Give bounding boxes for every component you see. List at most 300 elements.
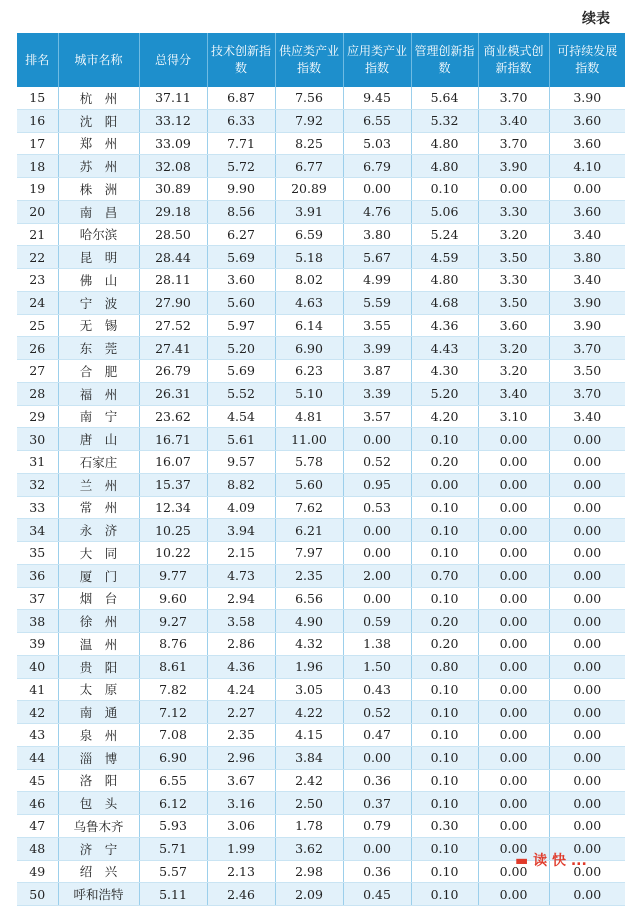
cell-business-model: 3.90 [478, 155, 549, 178]
cell-city: 徐 州 [58, 610, 139, 633]
cell-supply-industry: 7.56 [275, 87, 343, 109]
cell-sustainability: 3.40 [549, 223, 625, 246]
cell-total-score: 29.18 [139, 200, 207, 223]
cell-city: 太 原 [58, 678, 139, 701]
cell-application-industry: 0.00 [343, 428, 411, 451]
cell-business-model: 3.10 [478, 405, 549, 428]
cell-total-score: 28.44 [139, 246, 207, 269]
cell-rank: 43 [17, 724, 58, 747]
table-row [17, 883, 625, 906]
table-row [17, 542, 625, 565]
cell-sustainability: 3.90 [549, 314, 625, 337]
cell-management-innovation: 4.68 [411, 291, 478, 314]
cell-city: 南 昌 [58, 200, 139, 223]
cell-supply-industry: 7.92 [275, 109, 343, 132]
cell-city: 株 洲 [58, 178, 139, 201]
cell-tech-innovation: 1.99 [207, 837, 275, 860]
cell-business-model: 0.00 [478, 769, 549, 792]
cell-total-score: 37.11 [139, 87, 207, 109]
cell-rank: 32 [17, 473, 58, 496]
cell-management-innovation: 0.10 [411, 860, 478, 883]
cell-tech-innovation: 3.58 [207, 610, 275, 633]
cell-business-model: 0.00 [478, 883, 549, 906]
table-row [17, 451, 625, 474]
cell-supply-industry: 6.56 [275, 587, 343, 610]
cell-city: 洛 阳 [58, 769, 139, 792]
cell-rank: 35 [17, 542, 58, 565]
cell-rank: 36 [17, 564, 58, 587]
cell-application-industry: 0.45 [343, 883, 411, 906]
cell-tech-innovation: 2.46 [207, 883, 275, 906]
cell-city: 石家庄 [58, 451, 139, 474]
cell-city: 哈尔滨 [58, 223, 139, 246]
cell-total-score: 27.90 [139, 291, 207, 314]
table-row [17, 496, 625, 519]
cell-rank: 48 [17, 837, 58, 860]
cell-application-industry: 3.57 [343, 405, 411, 428]
cell-management-innovation: 0.30 [411, 815, 478, 838]
cell-application-industry: 0.00 [343, 587, 411, 610]
cell-supply-industry: 3.62 [275, 837, 343, 860]
cell-rank: 50 [17, 883, 58, 906]
cell-total-score: 5.71 [139, 837, 207, 860]
cell-management-innovation: 0.70 [411, 564, 478, 587]
cell-supply-industry: 4.15 [275, 724, 343, 747]
cell-application-industry: 0.43 [343, 678, 411, 701]
cell-rank: 47 [17, 815, 58, 838]
cell-business-model: 0.00 [478, 178, 549, 201]
table-row [17, 519, 625, 542]
table-row [17, 769, 625, 792]
cell-supply-industry: 2.50 [275, 792, 343, 815]
cell-rank: 37 [17, 587, 58, 610]
cell-sustainability: 0.00 [549, 792, 625, 815]
cell-total-score: 16.07 [139, 451, 207, 474]
cell-application-industry: 4.76 [343, 200, 411, 223]
cell-business-model: 3.50 [478, 246, 549, 269]
cell-sustainability: 3.60 [549, 132, 625, 155]
cell-application-industry: 3.99 [343, 337, 411, 360]
cell-business-model: 3.70 [478, 132, 549, 155]
cell-business-model: 0.00 [478, 542, 549, 565]
cell-city: 佛 山 [58, 269, 139, 292]
cell-sustainability: 0.00 [549, 473, 625, 496]
header-city: 城市名称 [58, 33, 139, 87]
header-application-industry: 应用类产业指数 [343, 33, 411, 87]
cell-total-score: 10.22 [139, 542, 207, 565]
cell-rank: 27 [17, 360, 58, 383]
cell-business-model: 0.00 [478, 701, 549, 724]
cell-sustainability: 3.60 [549, 109, 625, 132]
cell-rank: 29 [17, 405, 58, 428]
cell-total-score: 16.71 [139, 428, 207, 451]
cell-supply-industry: 5.78 [275, 451, 343, 474]
cell-application-industry: 5.67 [343, 246, 411, 269]
cell-management-innovation: 0.10 [411, 792, 478, 815]
cell-sustainability: 0.00 [549, 860, 625, 883]
cell-supply-industry: 6.77 [275, 155, 343, 178]
cell-tech-innovation: 3.67 [207, 769, 275, 792]
cell-city: 乌鲁木齐 [58, 815, 139, 838]
cell-tech-innovation: 2.94 [207, 587, 275, 610]
table-row [17, 200, 625, 223]
cell-city: 常 州 [58, 496, 139, 519]
cell-tech-innovation: 3.16 [207, 792, 275, 815]
cell-rank: 22 [17, 246, 58, 269]
cell-management-innovation: 4.80 [411, 269, 478, 292]
cell-rank: 19 [17, 178, 58, 201]
cell-tech-innovation: 3.60 [207, 269, 275, 292]
cell-rank: 34 [17, 519, 58, 542]
cell-total-score: 27.52 [139, 314, 207, 337]
cell-tech-innovation: 4.54 [207, 405, 275, 428]
cell-supply-industry: 4.81 [275, 405, 343, 428]
cell-application-industry: 3.39 [343, 382, 411, 405]
cell-rank: 38 [17, 610, 58, 633]
cell-business-model: 3.20 [478, 337, 549, 360]
cell-application-industry: 0.00 [343, 542, 411, 565]
cell-tech-innovation: 2.86 [207, 633, 275, 656]
cell-business-model: 0.00 [478, 519, 549, 542]
cell-management-innovation: 5.20 [411, 382, 478, 405]
continued-label: 续表 [582, 11, 610, 27]
cell-total-score: 26.79 [139, 360, 207, 383]
cell-total-score: 30.89 [139, 178, 207, 201]
table-row [17, 337, 625, 360]
cell-application-industry: 0.00 [343, 519, 411, 542]
cell-management-innovation: 0.10 [411, 678, 478, 701]
cell-management-innovation: 0.20 [411, 451, 478, 474]
cell-city: 郑 州 [58, 132, 139, 155]
cell-tech-innovation: 5.69 [207, 246, 275, 269]
cell-rank: 40 [17, 655, 58, 678]
cell-total-score: 23.62 [139, 405, 207, 428]
cell-total-score: 9.60 [139, 587, 207, 610]
cell-city: 福 州 [58, 382, 139, 405]
cell-business-model: 3.20 [478, 360, 549, 383]
cell-city: 绍 兴 [58, 860, 139, 883]
table-row [17, 633, 625, 656]
cell-supply-industry: 4.63 [275, 291, 343, 314]
cell-total-score: 5.93 [139, 815, 207, 838]
cell-city: 淄 博 [58, 746, 139, 769]
table-row [17, 655, 625, 678]
cell-management-innovation: 0.10 [411, 769, 478, 792]
table-row [17, 314, 625, 337]
cell-business-model: 3.40 [478, 109, 549, 132]
cell-rank: 23 [17, 269, 58, 292]
cell-management-innovation: 0.00 [411, 473, 478, 496]
table-row [17, 564, 625, 587]
cell-business-model: 0.00 [478, 633, 549, 656]
cell-sustainability: 3.50 [549, 360, 625, 383]
cell-application-industry: 0.53 [343, 496, 411, 519]
cell-supply-industry: 3.91 [275, 200, 343, 223]
cell-total-score: 9.77 [139, 564, 207, 587]
cell-management-innovation: 0.20 [411, 633, 478, 656]
cell-rank: 16 [17, 109, 58, 132]
cell-city: 厦 门 [58, 564, 139, 587]
cell-management-innovation: 4.80 [411, 155, 478, 178]
cell-business-model: 3.70 [478, 87, 549, 109]
cell-application-industry: 6.55 [343, 109, 411, 132]
cell-supply-industry: 4.22 [275, 701, 343, 724]
cell-tech-innovation: 6.87 [207, 87, 275, 109]
cell-management-innovation: 0.10 [411, 724, 478, 747]
cell-application-industry: 3.80 [343, 223, 411, 246]
header-management-innovation: 管理创新指数 [411, 33, 478, 87]
cell-tech-innovation: 5.61 [207, 428, 275, 451]
cell-tech-innovation: 4.36 [207, 655, 275, 678]
cell-tech-innovation: 9.57 [207, 451, 275, 474]
table-row [17, 291, 625, 314]
cell-total-score: 7.82 [139, 678, 207, 701]
cell-supply-industry: 5.18 [275, 246, 343, 269]
cell-supply-industry: 11.00 [275, 428, 343, 451]
cell-total-score: 5.11 [139, 883, 207, 906]
cell-rank: 17 [17, 132, 58, 155]
cell-total-score: 28.11 [139, 269, 207, 292]
table-row [17, 269, 625, 292]
cell-management-innovation: 0.10 [411, 746, 478, 769]
cell-sustainability: 0.00 [549, 428, 625, 451]
cell-application-industry: 0.36 [343, 860, 411, 883]
cell-sustainability: 0.00 [549, 542, 625, 565]
cell-sustainability: 0.00 [549, 610, 625, 633]
cell-sustainability: 0.00 [549, 519, 625, 542]
cell-tech-innovation: 8.56 [207, 200, 275, 223]
cell-management-innovation: 4.80 [411, 132, 478, 155]
cell-management-innovation: 5.64 [411, 87, 478, 109]
cell-sustainability: 0.00 [549, 678, 625, 701]
cell-supply-industry: 2.35 [275, 564, 343, 587]
cell-application-industry: 0.00 [343, 837, 411, 860]
cell-city: 南 通 [58, 701, 139, 724]
table-row [17, 246, 625, 269]
cell-tech-innovation: 4.09 [207, 496, 275, 519]
cell-tech-innovation: 5.69 [207, 360, 275, 383]
cell-sustainability: 3.90 [549, 87, 625, 109]
table-row [17, 405, 625, 428]
table-row [17, 701, 625, 724]
watermark-logo: ▬ 读 快 ... [515, 853, 587, 867]
cell-total-score: 6.12 [139, 792, 207, 815]
cell-application-industry: 5.03 [343, 132, 411, 155]
cell-sustainability: 4.10 [549, 155, 625, 178]
cell-supply-industry: 8.02 [275, 269, 343, 292]
cell-rank: 44 [17, 746, 58, 769]
cell-management-innovation: 4.30 [411, 360, 478, 383]
cell-city: 呼和浩特 [58, 883, 139, 906]
table-header-row [17, 33, 625, 87]
cell-rank: 31 [17, 451, 58, 474]
cell-supply-industry: 3.05 [275, 678, 343, 701]
table-row [17, 155, 625, 178]
ranking-table [17, 33, 625, 906]
cell-business-model: 0.00 [478, 837, 549, 860]
cell-management-innovation: 0.10 [411, 178, 478, 201]
cell-supply-industry: 20.89 [275, 178, 343, 201]
cell-tech-innovation: 5.20 [207, 337, 275, 360]
cell-city: 唐 山 [58, 428, 139, 451]
cell-rank: 33 [17, 496, 58, 519]
cell-tech-innovation: 3.94 [207, 519, 275, 542]
cell-total-score: 15.37 [139, 473, 207, 496]
cell-city: 泉 州 [58, 724, 139, 747]
cell-total-score: 6.55 [139, 769, 207, 792]
table-row [17, 678, 625, 701]
cell-management-innovation: 5.06 [411, 200, 478, 223]
cell-business-model: 0.00 [478, 678, 549, 701]
cell-business-model: 0.00 [478, 860, 549, 883]
cell-city: 烟 台 [58, 587, 139, 610]
cell-supply-industry: 3.84 [275, 746, 343, 769]
header-business-model: 商业模式创新指数 [478, 33, 549, 87]
header-tech-innovation: 技术创新指数 [207, 33, 275, 87]
cell-supply-industry: 1.96 [275, 655, 343, 678]
cell-sustainability: 0.00 [549, 587, 625, 610]
cell-city: 合 肥 [58, 360, 139, 383]
table-row [17, 178, 625, 201]
cell-management-innovation: 0.10 [411, 701, 478, 724]
cell-tech-innovation: 6.33 [207, 109, 275, 132]
cell-sustainability: 0.00 [549, 837, 625, 860]
cell-rank: 39 [17, 633, 58, 656]
table-row [17, 610, 625, 633]
cell-supply-industry: 7.97 [275, 542, 343, 565]
cell-management-innovation: 0.10 [411, 542, 478, 565]
cell-application-industry: 0.37 [343, 792, 411, 815]
cell-rank: 26 [17, 337, 58, 360]
cell-management-innovation: 0.10 [411, 587, 478, 610]
cell-tech-innovation: 3.06 [207, 815, 275, 838]
cell-tech-innovation: 5.60 [207, 291, 275, 314]
cell-business-model: 0.00 [478, 587, 549, 610]
cell-management-innovation: 5.32 [411, 109, 478, 132]
cell-management-innovation: 0.10 [411, 837, 478, 860]
cell-total-score: 28.50 [139, 223, 207, 246]
cell-supply-industry: 4.90 [275, 610, 343, 633]
cell-business-model: 0.00 [478, 746, 549, 769]
cell-sustainability: 0.00 [549, 815, 625, 838]
cell-management-innovation: 4.59 [411, 246, 478, 269]
cell-application-industry: 0.36 [343, 769, 411, 792]
table-row [17, 473, 625, 496]
cell-business-model: 0.00 [478, 815, 549, 838]
cell-total-score: 32.08 [139, 155, 207, 178]
cell-rank: 15 [17, 87, 58, 109]
cell-supply-industry: 2.98 [275, 860, 343, 883]
cell-business-model: 3.30 [478, 200, 549, 223]
cell-business-model: 0.00 [478, 496, 549, 519]
table-row [17, 724, 625, 747]
cell-city: 宁 波 [58, 291, 139, 314]
cell-total-score: 10.25 [139, 519, 207, 542]
cell-sustainability: 3.40 [549, 269, 625, 292]
cell-business-model: 0.00 [478, 564, 549, 587]
cell-rank: 45 [17, 769, 58, 792]
cell-sustainability: 0.00 [549, 655, 625, 678]
cell-city: 包 头 [58, 792, 139, 815]
cell-rank: 20 [17, 200, 58, 223]
cell-application-industry: 2.00 [343, 564, 411, 587]
cell-tech-innovation: 8.82 [207, 473, 275, 496]
cell-rank: 42 [17, 701, 58, 724]
cell-business-model: 0.00 [478, 724, 549, 747]
cell-supply-industry: 6.90 [275, 337, 343, 360]
cell-city: 东 莞 [58, 337, 139, 360]
cell-rank: 25 [17, 314, 58, 337]
cell-supply-industry: 4.32 [275, 633, 343, 656]
cell-tech-innovation: 4.24 [207, 678, 275, 701]
table-row [17, 792, 625, 815]
cell-sustainability: 0.00 [549, 178, 625, 201]
header-rank: 排名 [17, 33, 58, 87]
cell-total-score: 6.90 [139, 746, 207, 769]
cell-tech-innovation: 5.97 [207, 314, 275, 337]
cell-application-industry: 0.52 [343, 451, 411, 474]
cell-tech-innovation: 2.35 [207, 724, 275, 747]
cell-sustainability: 0.00 [549, 883, 625, 906]
table-row [17, 815, 625, 838]
cell-total-score: 12.34 [139, 496, 207, 519]
header-sustainability: 可持续发展指数 [549, 33, 625, 87]
cell-tech-innovation: 5.72 [207, 155, 275, 178]
cell-business-model: 3.20 [478, 223, 549, 246]
cell-city: 昆 明 [58, 246, 139, 269]
cell-supply-industry: 6.21 [275, 519, 343, 542]
cell-total-score: 26.31 [139, 382, 207, 405]
cell-application-industry: 6.79 [343, 155, 411, 178]
cell-application-industry: 0.95 [343, 473, 411, 496]
table-body [17, 87, 625, 906]
cell-sustainability: 3.40 [549, 405, 625, 428]
cell-business-model: 3.60 [478, 314, 549, 337]
cell-city: 温 州 [58, 633, 139, 656]
cell-business-model: 3.40 [478, 382, 549, 405]
cell-city: 南 宁 [58, 405, 139, 428]
cell-sustainability: 0.00 [549, 496, 625, 519]
cell-total-score: 7.08 [139, 724, 207, 747]
cell-application-industry: 0.00 [343, 178, 411, 201]
table-row [17, 360, 625, 383]
cell-supply-industry: 6.14 [275, 314, 343, 337]
cell-total-score: 33.12 [139, 109, 207, 132]
cell-business-model: 3.50 [478, 291, 549, 314]
cell-management-innovation: 0.10 [411, 883, 478, 906]
cell-application-industry: 0.79 [343, 815, 411, 838]
cell-rank: 24 [17, 291, 58, 314]
cell-rank: 18 [17, 155, 58, 178]
cell-rank: 49 [17, 860, 58, 883]
cell-supply-industry: 2.09 [275, 883, 343, 906]
cell-supply-industry: 5.60 [275, 473, 343, 496]
cell-sustainability: 0.00 [549, 769, 625, 792]
cell-management-innovation: 0.10 [411, 496, 478, 519]
cell-sustainability: 0.00 [549, 701, 625, 724]
cell-management-innovation: 5.24 [411, 223, 478, 246]
cell-supply-industry: 2.42 [275, 769, 343, 792]
cell-sustainability: 3.90 [549, 291, 625, 314]
cell-management-innovation: 0.10 [411, 519, 478, 542]
cell-management-innovation: 4.36 [411, 314, 478, 337]
cell-total-score: 33.09 [139, 132, 207, 155]
cell-total-score: 9.27 [139, 610, 207, 633]
cell-total-score: 7.12 [139, 701, 207, 724]
cell-supply-industry: 5.10 [275, 382, 343, 405]
cell-rank: 30 [17, 428, 58, 451]
cell-application-industry: 1.50 [343, 655, 411, 678]
